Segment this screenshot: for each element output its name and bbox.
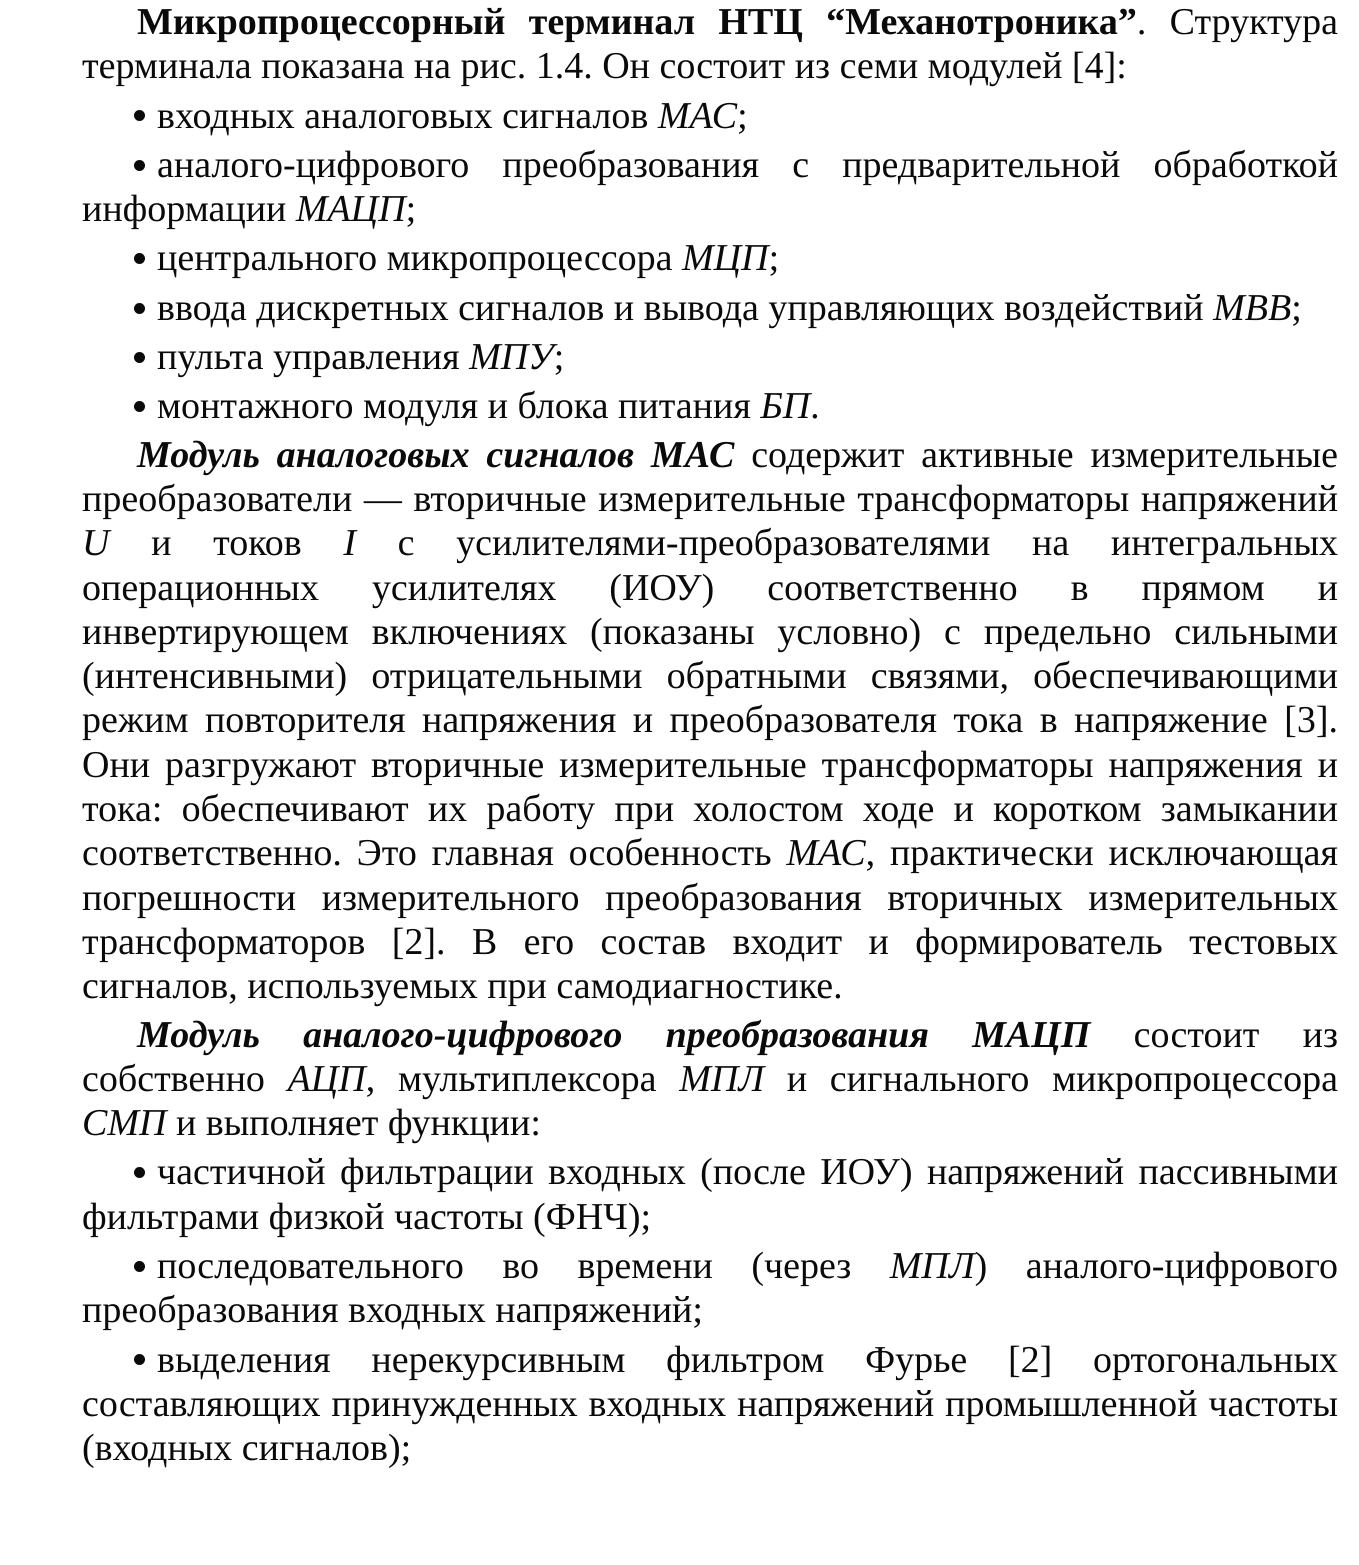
- module-abbr: МПУ: [469, 336, 554, 379]
- module-abbr: БП: [760, 385, 811, 428]
- bullet-icon: [134, 401, 145, 412]
- function-item: выделения нерекурсивным фильтром Фурье [2] ортогональных составляющих принужденных входных напряжений промышленной частоты (входных сигналов);: [82, 1338, 1338, 1470]
- bullet-icon: [134, 1354, 145, 1365]
- terminal-heading: Микропроцессорный терминал НТЦ “Механотроника”: [137, 1, 1137, 43]
- module-abbr: МАЦП: [295, 188, 406, 231]
- bullet-icon: [134, 352, 145, 363]
- module-item: ввода дискретных сигналов и вывода управляющих воздействий МВВ;: [82, 286, 1338, 330]
- document-page: [82, 0, 1338, 1471]
- macp-title: Модуль аналого-цифрового преобразования МАЦП: [137, 1013, 1091, 1056]
- module-item: аналого-цифрового преобразования с предварительной обработкой информации МАЦП;: [82, 143, 1338, 231]
- module-abbr: МАС: [657, 94, 738, 137]
- bullet-icon: [134, 253, 145, 264]
- intro-paragraph: [82, 0, 1338, 89]
- module-abbr: МЦП: [682, 237, 769, 280]
- module-abbr: МВВ: [1213, 286, 1292, 329]
- bullet-icon: [134, 1261, 145, 1272]
- function-item: частичной фильтрации входных (после ИОУ) напряжений пассивными фильтрами физкой частоты (ФНЧ);: [82, 1151, 1338, 1238]
- module-item: центрального микропроцессора МЦП;: [82, 236, 1338, 280]
- macp-paragraph: Модуль аналого-цифрового преобразования МАЦП состоит из собственно АЦП, мультиплексора МПЛ и сигнального микропроцессора СМП и выполняет функции:: [82, 1013, 1339, 1145]
- bullet-icon: [134, 110, 145, 121]
- mas-paragraph: Модуль аналоговых сигналов МАС содержит активные измерительные преобразователи — вторичные измерительные трансформаторы напряжений U и токов I с усилителями-преобразователями на интегральных операционных усилителях (ИОУ) соответственно в прямом и инвертирующем включениях (показаны условно) с предельно сильными (интенсивными) отрицательными обратными связями, обеспечивающими режим повторителя напряжения и преобразователя тока в напряжение [3]. Они разгружают вторичные измерительные трансформаторы напряжения и тока: обеспечивают их работу при холостом ходе и коротком замыкании соответственно. Это главная особенность МАС, практически исключающая погрешности измерительного преобразования вторичных измерительных трансформаторов [2]. В его состав входит и формирователь тестовых сигналов, используемых при самодиагностике.: [82, 433, 1339, 1008]
- mas-title: Модуль аналоговых сигналов МАС: [137, 433, 735, 476]
- module-item: пульта управления МПУ;: [82, 335, 1338, 379]
- bullet-icon: [134, 160, 145, 171]
- module-item: входных аналоговых сигналов МАС;: [82, 94, 1338, 138]
- bullet-icon: [134, 1167, 145, 1178]
- intro-text: . Структура терминала показана на рис. 1.4. Он состоит из семи модулей [4]:: [82, 1, 1338, 88]
- bullet-icon: [134, 303, 145, 314]
- module-item: монтажного модуля и блока питания БП.: [82, 384, 1338, 428]
- function-item: последовательного во времени (через МПЛ) аналого-цифрового преобразования входных напряжений;: [82, 1245, 1338, 1332]
